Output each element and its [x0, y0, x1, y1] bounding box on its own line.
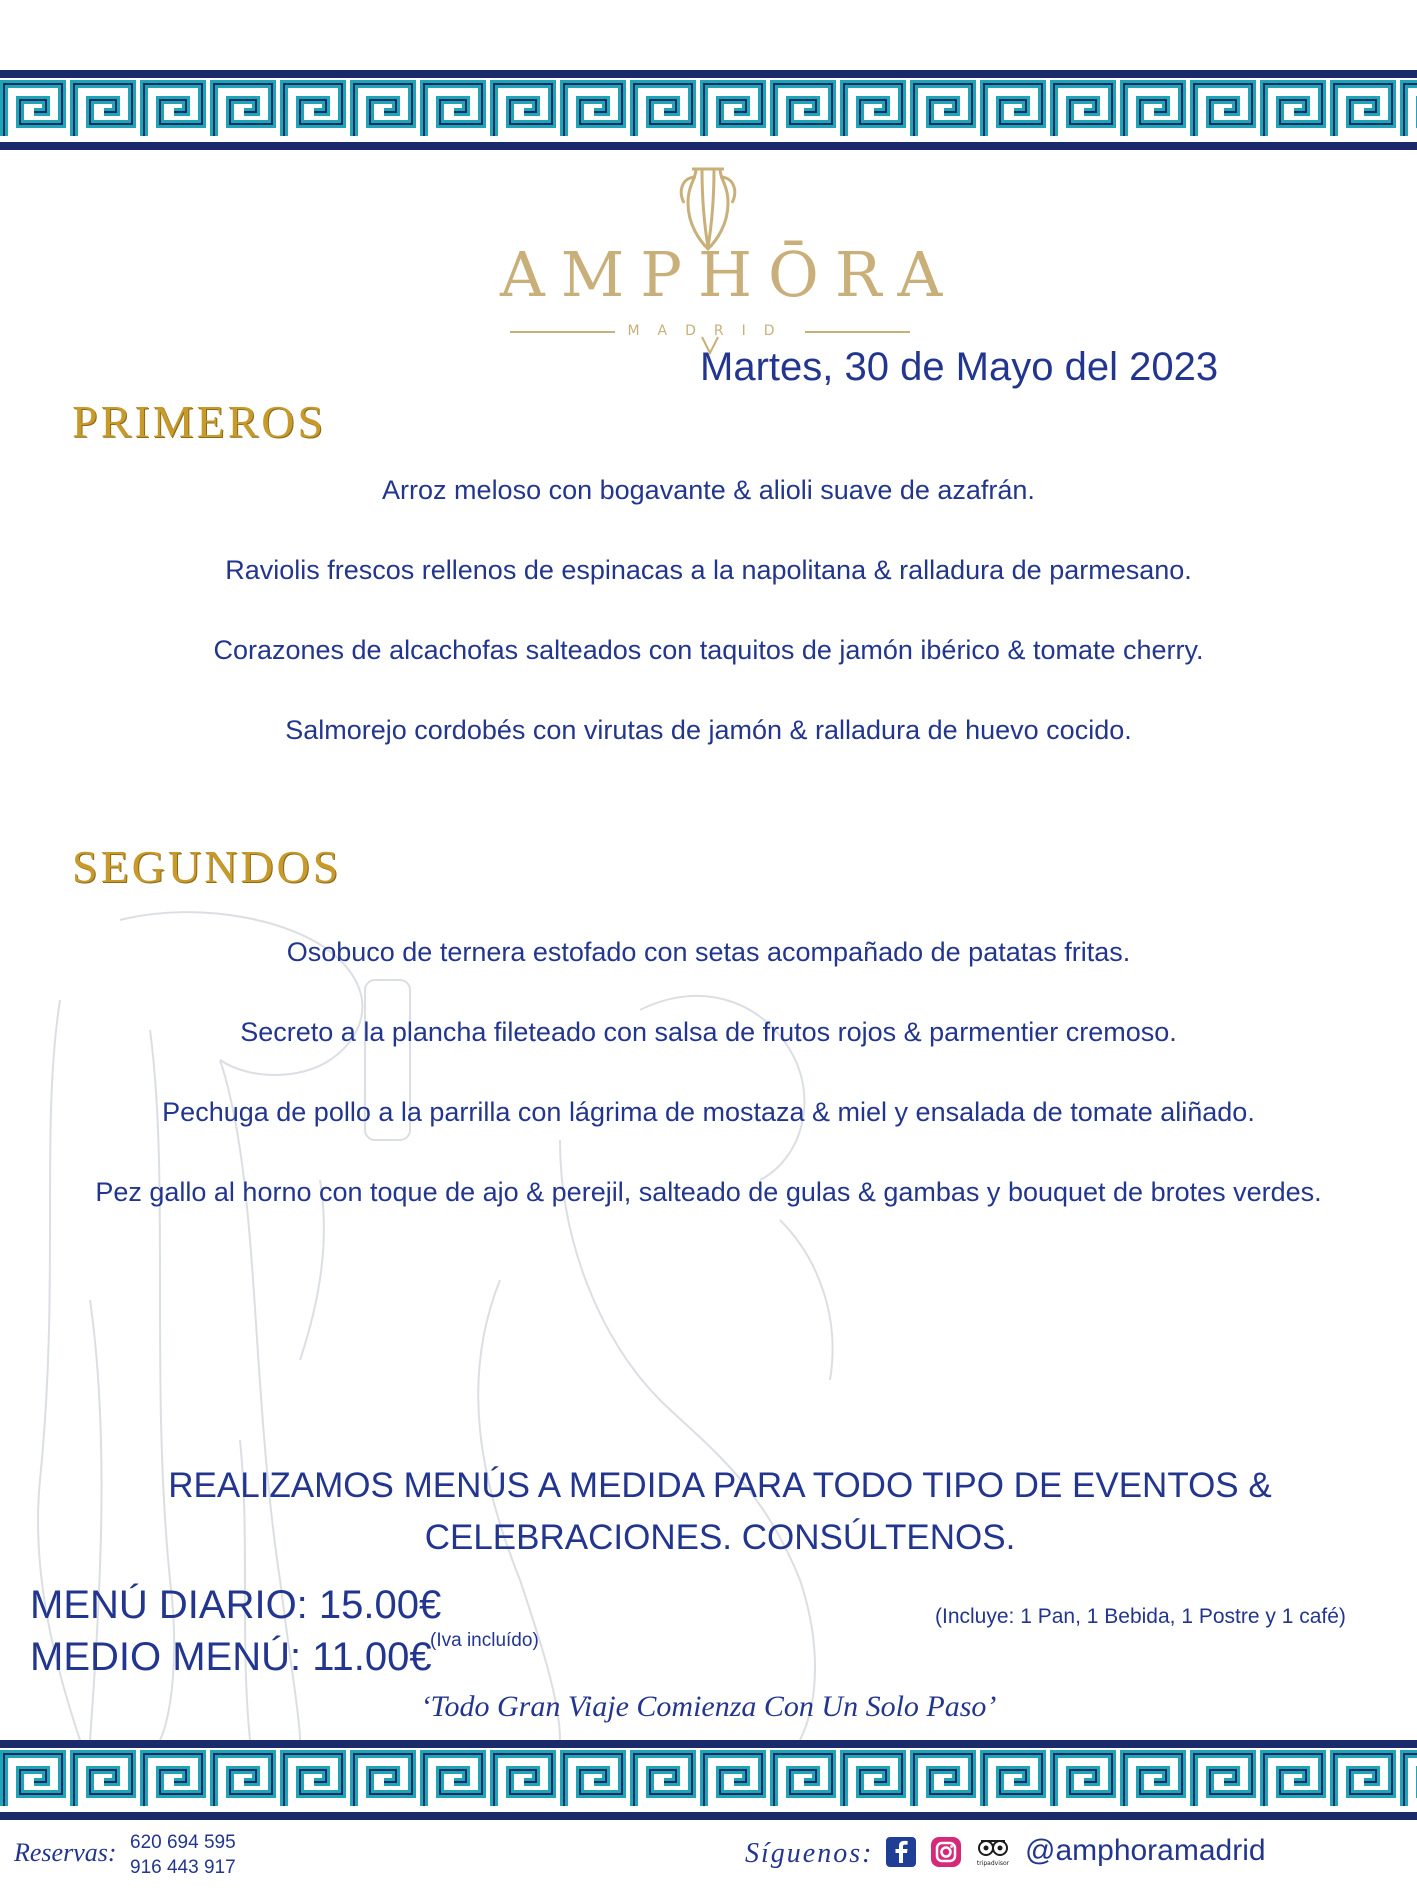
- logo-divider-right: [805, 331, 910, 333]
- tripadvisor-label: tripadvisor: [976, 1860, 1010, 1867]
- brand-name: AMPHŌRA: [500, 238, 959, 311]
- menu-date: Martes, 30 de Mayo del 2023: [700, 345, 1219, 389]
- greek-key-border-top: [0, 70, 1417, 150]
- events-line-1: REALIZAMOS MENÚS A MEDIDA PARA TODO TIPO DE EVENTOS &: [168, 1466, 1272, 1505]
- phone-number[interactable]: 620 694 595: [130, 1832, 236, 1853]
- facebook-icon[interactable]: [885, 1836, 917, 1868]
- dish-item: Secreto a la plancha fileteado con salsa de frutos rojos & parmentier cremoso.: [240, 1017, 1177, 1047]
- follow-label: Síguenos:: [745, 1838, 874, 1869]
- social-handle[interactable]: @amphoramadrid: [1025, 1834, 1266, 1867]
- brand-city: MADRID: [627, 323, 793, 339]
- phone-number[interactable]: 916 443 917: [130, 1857, 236, 1878]
- price-daily-menu: MENÚ DIARIO: 15.00€: [30, 1583, 442, 1627]
- dish-item: Arroz meloso con bogavante & alioli suave de azafrán.: [382, 475, 1035, 505]
- section-title-segundos: SEGUNDOS: [72, 841, 342, 892]
- events-notice: [100, 1460, 1340, 1564]
- dish-item: Pez gallo al horno con toque de ajo & perejil, salteado de gulas & gambas y bouquet de brotes verdes.: [95, 1177, 1322, 1207]
- dish-item: Salmorejo cordobés con virutas de jamón & ralladura de huevo cocido.: [285, 715, 1132, 745]
- dish-item: Corazones de alcachofas salteados con taquitos de jamón ibérico & tomate cherry.: [213, 635, 1204, 665]
- instagram-icon[interactable]: [930, 1836, 962, 1868]
- dish-item: Osobuco de ternera estofado con setas acompañado de patatas fritas.: [286, 937, 1131, 967]
- tripadvisor-icon[interactable]: [975, 1836, 1011, 1868]
- greek-key-border-bottom: [0, 1740, 1417, 1820]
- price-half-menu: MEDIO MENÚ: 11.00€: [30, 1635, 432, 1679]
- amphora-logo: [500, 155, 959, 345]
- menu-includes: (Incluye: 1 Pan, 1 Bebida, 1 Postre y 1 café): [935, 1605, 1346, 1628]
- reservas-label: Reservas:: [14, 1838, 117, 1867]
- section-title-primeros: PRIMEROS: [72, 396, 327, 447]
- iva-note: (Iva incluído): [430, 1630, 539, 1651]
- events-line-2: CELEBRACIONES. CONSÚLTENOS.: [424, 1518, 1016, 1557]
- dish-item: Pechuga de pollo a la parrilla con lágrima de mostaza & miel y ensalada de tomate aliñado.: [162, 1097, 1255, 1127]
- motto-quote: ‘Todo Gran Viaje Comienza Con Un Solo Paso’: [420, 1690, 997, 1723]
- dish-item: Raviolis frescos rellenos de espinacas a la napolitana & ralladura de parmesano.: [225, 555, 1192, 585]
